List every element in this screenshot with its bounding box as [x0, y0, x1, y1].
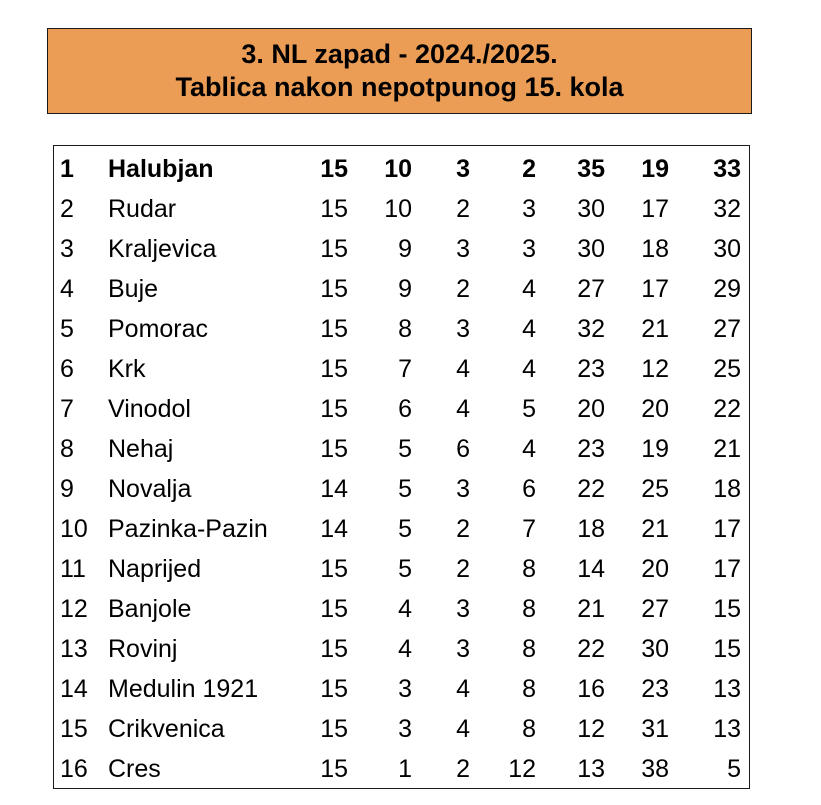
played-cell: 15: [320, 675, 348, 703]
goals-for-cell: 18: [577, 515, 605, 543]
team-name-cell: Pazinka-Pazin: [108, 515, 268, 543]
goals-for-cell: 13: [577, 755, 605, 783]
wins-cell: 8: [398, 315, 412, 343]
team-name-cell: Nehaj: [108, 435, 174, 463]
played-cell: 15: [320, 155, 348, 183]
position-cell: 16: [60, 755, 88, 783]
draws-cell: 2: [456, 275, 470, 303]
table-row: [54, 149, 749, 189]
position-cell: 1: [60, 155, 74, 183]
goals-for-cell: 35: [577, 155, 605, 183]
team-name-cell: Vinodol: [108, 395, 191, 423]
table-row: [54, 349, 749, 389]
position-cell: 10: [60, 515, 88, 543]
points-cell: 15: [713, 635, 741, 663]
team-name-cell: Banjole: [108, 595, 192, 623]
wins-cell: 4: [398, 595, 412, 623]
table-subtitle: Tablica nakon nepotpunog 15. kola: [175, 72, 624, 102]
losses-cell: 4: [522, 435, 536, 463]
draws-cell: 6: [456, 435, 470, 463]
goals-against-cell: 18: [641, 235, 669, 263]
table-row: [54, 469, 749, 509]
points-cell: 22: [713, 395, 741, 423]
goals-for-cell: 21: [577, 595, 605, 623]
losses-cell: 7: [522, 515, 536, 543]
team-name-cell: Pomorac: [108, 315, 209, 343]
table-row: [54, 749, 749, 789]
draws-cell: 2: [456, 555, 470, 583]
wins-cell: 5: [398, 515, 412, 543]
position-cell: 6: [60, 355, 74, 383]
table-row: [54, 429, 749, 469]
goals-against-cell: 21: [641, 515, 669, 543]
goals-against-cell: 23: [641, 675, 669, 703]
points-cell: 21: [713, 435, 741, 463]
table-row: [54, 629, 749, 669]
losses-cell: 4: [522, 275, 536, 303]
goals-for-cell: 20: [577, 395, 605, 423]
team-name-cell: Medulin 1921: [108, 675, 259, 703]
draws-cell: 3: [456, 235, 470, 263]
table-row: [54, 669, 749, 709]
table-row: [54, 269, 749, 309]
losses-cell: 8: [522, 555, 536, 583]
team-name-cell: Rovinj: [108, 635, 178, 663]
position-cell: 9: [60, 475, 74, 503]
losses-cell: 4: [522, 315, 536, 343]
goals-for-cell: 14: [577, 555, 605, 583]
table-row: [54, 389, 749, 429]
goals-for-cell: 30: [577, 235, 605, 263]
goals-for-cell: 16: [577, 675, 605, 703]
goals-against-cell: 17: [641, 275, 669, 303]
losses-cell: 8: [522, 675, 536, 703]
losses-cell: 6: [522, 475, 536, 503]
losses-cell: 5: [522, 395, 536, 423]
wins-cell: 10: [384, 195, 412, 223]
losses-cell: 8: [522, 635, 536, 663]
points-cell: 33: [713, 155, 741, 183]
goals-against-cell: 17: [641, 195, 669, 223]
team-name-cell: Cres: [108, 755, 161, 783]
title-banner: [47, 28, 752, 114]
team-name-cell: Novalja: [108, 475, 192, 503]
wins-cell: 10: [384, 155, 412, 183]
goals-against-cell: 19: [641, 155, 669, 183]
played-cell: 15: [320, 595, 348, 623]
goals-against-cell: 21: [641, 315, 669, 343]
points-cell: 27: [713, 315, 741, 343]
goals-for-cell: 22: [577, 475, 605, 503]
wins-cell: 4: [398, 635, 412, 663]
points-cell: 13: [713, 715, 741, 743]
losses-cell: 8: [522, 595, 536, 623]
goals-against-cell: 27: [641, 595, 669, 623]
losses-cell: 3: [522, 195, 536, 223]
points-cell: 17: [713, 555, 741, 583]
draws-cell: 3: [456, 635, 470, 663]
losses-cell: 12: [508, 755, 536, 783]
draws-cell: 4: [456, 395, 470, 423]
points-cell: 30: [713, 235, 741, 263]
position-cell: 7: [60, 395, 74, 423]
position-cell: 11: [60, 555, 86, 583]
played-cell: 15: [320, 635, 348, 663]
team-name-cell: Rudar: [108, 195, 177, 223]
position-cell: 2: [60, 195, 74, 223]
draws-cell: 2: [456, 515, 470, 543]
goals-against-cell: 31: [641, 715, 669, 743]
losses-cell: 3: [522, 235, 536, 263]
goals-against-cell: 38: [641, 755, 669, 783]
position-cell: 14: [60, 675, 88, 703]
table-row: [54, 229, 749, 269]
played-cell: 14: [320, 515, 348, 543]
goals-against-cell: 20: [641, 555, 669, 583]
goals-for-cell: 32: [577, 315, 605, 343]
points-cell: 17: [713, 515, 741, 543]
goals-for-cell: 23: [577, 355, 605, 383]
wins-cell: 5: [398, 435, 412, 463]
position-cell: 8: [60, 435, 74, 463]
played-cell: 15: [320, 355, 348, 383]
draws-cell: 4: [456, 355, 470, 383]
wins-cell: 5: [398, 555, 412, 583]
wins-cell: 5: [398, 475, 412, 503]
played-cell: 14: [320, 475, 348, 503]
wins-cell: 9: [398, 275, 412, 303]
played-cell: 15: [320, 435, 348, 463]
wins-cell: 9: [398, 235, 412, 263]
wins-cell: 1: [398, 755, 412, 783]
points-cell: 13: [713, 675, 741, 703]
team-name-cell: Halubjan: [108, 155, 214, 183]
draws-cell: 3: [456, 315, 470, 343]
standings-table: [53, 145, 750, 789]
goals-for-cell: 30: [577, 195, 605, 223]
draws-cell: 2: [456, 755, 470, 783]
table-row: [54, 709, 749, 749]
draws-cell: 4: [456, 675, 470, 703]
position-cell: 15: [60, 715, 88, 743]
team-name-cell: Krk: [108, 355, 146, 383]
played-cell: 15: [320, 395, 348, 423]
table-row: [54, 309, 749, 349]
table-row: [54, 509, 749, 549]
played-cell: 15: [320, 555, 348, 583]
losses-cell: 2: [522, 155, 536, 183]
goals-for-cell: 27: [577, 275, 605, 303]
goals-against-cell: 19: [641, 435, 669, 463]
goals-against-cell: 30: [641, 635, 669, 663]
position-cell: 4: [60, 275, 74, 303]
position-cell: 5: [60, 315, 74, 343]
table-row: [54, 189, 749, 229]
played-cell: 15: [320, 315, 348, 343]
draws-cell: 3: [456, 475, 470, 503]
draws-cell: 3: [456, 155, 470, 183]
position-cell: 3: [60, 235, 74, 263]
goals-against-cell: 20: [641, 395, 669, 423]
played-cell: 15: [320, 275, 348, 303]
team-name-cell: Buje: [108, 275, 159, 303]
wins-cell: 7: [398, 355, 412, 383]
wins-cell: 6: [398, 395, 412, 423]
team-name-cell: Naprijed: [108, 555, 202, 583]
wins-cell: 3: [398, 675, 412, 703]
points-cell: 29: [713, 275, 741, 303]
position-cell: 12: [60, 595, 88, 623]
draws-cell: 2: [456, 195, 470, 223]
draws-cell: 4: [456, 715, 470, 743]
table-row: [54, 589, 749, 629]
points-cell: 15: [713, 595, 741, 623]
losses-cell: 8: [522, 715, 536, 743]
wins-cell: 3: [398, 715, 412, 743]
league-title: 3. NL zapad - 2024./2025.: [241, 39, 558, 69]
played-cell: 15: [320, 715, 348, 743]
goals-for-cell: 12: [577, 715, 605, 743]
team-name-cell: Crikvenica: [108, 715, 225, 743]
table-row: [54, 549, 749, 589]
points-cell: 25: [713, 355, 741, 383]
played-cell: 15: [320, 235, 348, 263]
team-name-cell: Kraljevica: [108, 235, 217, 263]
goals-against-cell: 25: [641, 475, 669, 503]
played-cell: 15: [320, 755, 348, 783]
played-cell: 15: [320, 195, 348, 223]
goals-against-cell: 12: [641, 355, 669, 383]
points-cell: 5: [727, 755, 741, 783]
draws-cell: 3: [456, 595, 470, 623]
points-cell: 18: [713, 475, 741, 503]
goals-for-cell: 23: [577, 435, 605, 463]
position-cell: 13: [60, 635, 88, 663]
losses-cell: 4: [522, 355, 536, 383]
points-cell: 32: [713, 195, 741, 223]
goals-for-cell: 22: [577, 635, 605, 663]
